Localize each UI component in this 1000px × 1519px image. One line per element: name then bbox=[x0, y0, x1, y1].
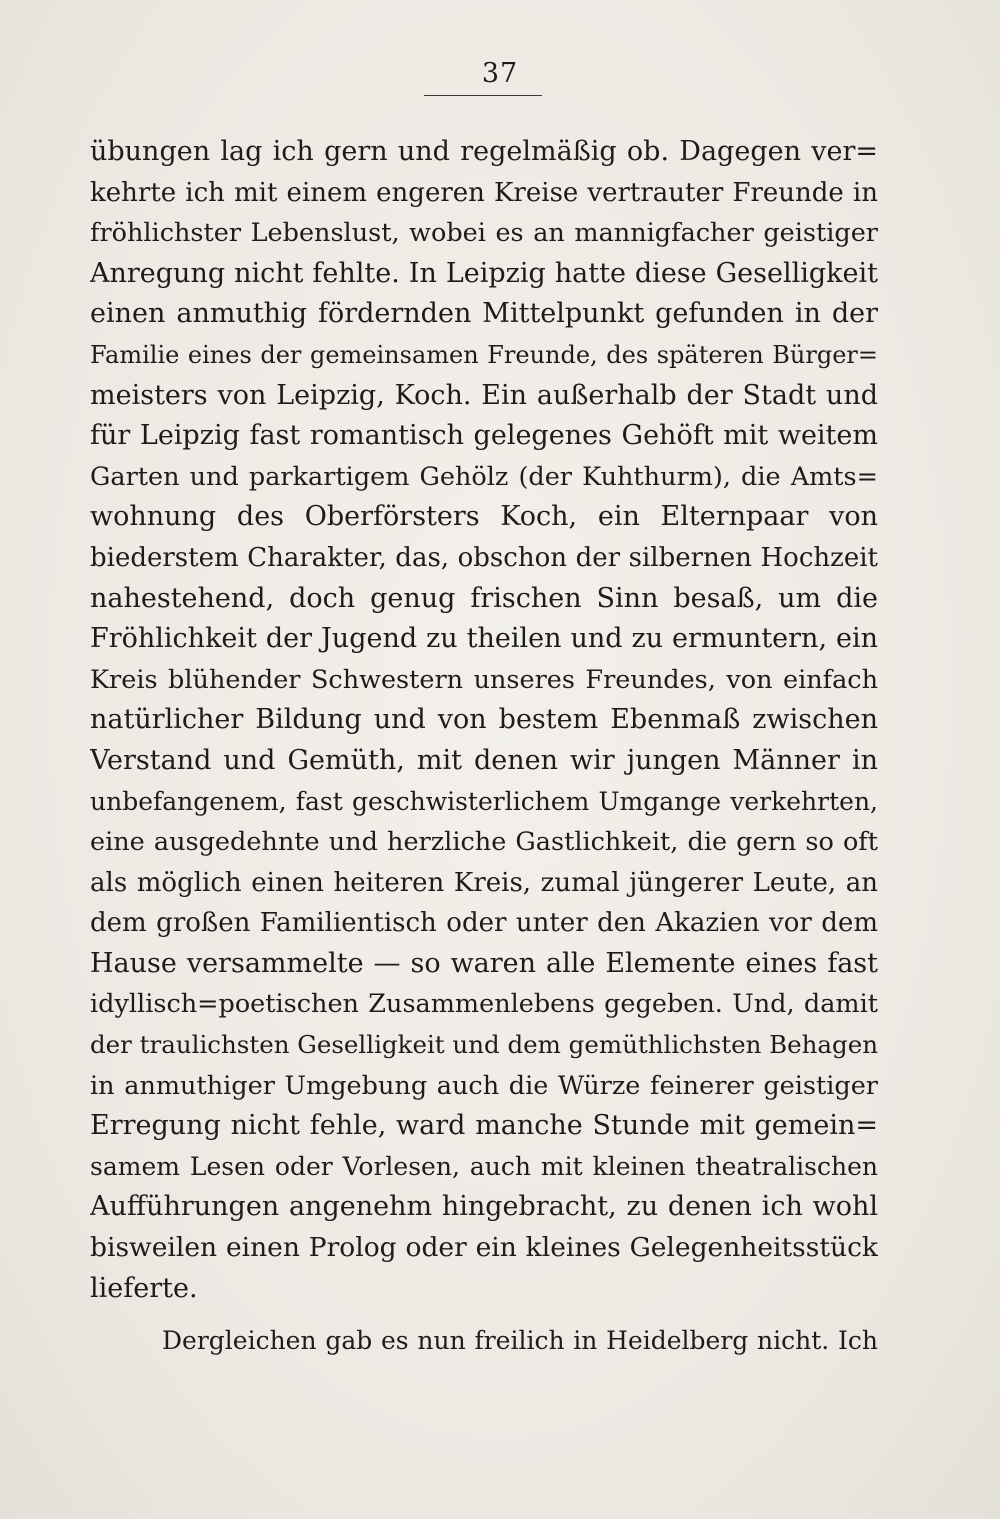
text-line: Fröhlichkeit der Jugend zu theilen und zu ermuntern, ein bbox=[90, 623, 878, 655]
text-line: unbefangenem, fast geschwisterlichem Umgange verkehrten, bbox=[90, 786, 878, 816]
text-line: als möglich einen heiteren Kreis, zumal jüngerer Leute, an bbox=[90, 867, 878, 898]
body-text bbox=[90, 132, 878, 1362]
text-line: für Leipzig fast romantisch gelegenes Gehöft mit weitem bbox=[90, 420, 878, 452]
text-line: meisters von Leipzig, Koch. Ein außerhalb der Stadt und bbox=[90, 379, 878, 411]
text-line: Familie eines der gemeinsamen Freunde, des späteren Bürger= bbox=[90, 340, 878, 369]
text-line: einen anmuthig fördernden Mittelpunkt gefunden in der bbox=[90, 298, 878, 330]
page-number: 37 bbox=[481, 58, 519, 89]
text-line: natürlicher Bildung und von bestem Ebenmaß zwischen bbox=[90, 704, 878, 736]
text-line: Erregung nicht fehle, ward manche Stunde mit gemein= bbox=[90, 1110, 878, 1142]
text-line: Garten und parkartigem Gehölz (der Kuhthurm), die Amts= bbox=[90, 461, 878, 492]
text-line: Hause versammelte — so waren alle Elemente eines fast bbox=[90, 947, 878, 979]
text-line: kehrte ich mit einem engeren Kreise vertrauter Freunde in bbox=[90, 177, 878, 208]
paragraph bbox=[90, 1321, 878, 1362]
text-line: Verstand und Gemüth, mit denen wir jungen Männer in bbox=[90, 744, 878, 776]
paragraph bbox=[90, 132, 878, 1309]
text-line: lieferte. bbox=[90, 1272, 198, 1304]
paragraph-gap bbox=[90, 1309, 878, 1321]
text-line: samem Lesen oder Vorlesen, auch mit kleinen theatralischen bbox=[90, 1151, 878, 1181]
text-line: Dergleichen gab es nun freilich in Heidelberg nicht. Ich bbox=[162, 1326, 878, 1356]
text-line: eine ausgedehnte und herzliche Gastlichkeit, die gern so oft bbox=[90, 827, 878, 858]
text-line: biederstem Charakter, das, obschon der silbernen Hochzeit bbox=[90, 542, 878, 573]
text-line: der traulichsten Geselligkeit und dem gemüthlichsten Behagen bbox=[90, 1030, 878, 1060]
text-line: Kreis blühender Schwestern unseres Freundes, von einfach bbox=[90, 664, 878, 695]
text-line: übungen lag ich gern und regelmäßig ob. Dagegen ver= bbox=[90, 136, 878, 167]
header-rule bbox=[424, 95, 542, 96]
text-line: nahestehend, doch genug frischen Sinn besaß, um die bbox=[90, 582, 878, 614]
text-line: idyllisch=poetischen Zusammenlebens gegeben. Und, damit bbox=[90, 989, 878, 1020]
text-line: wohnung des Oberförsters Koch, ein Elternpaar von bbox=[90, 501, 878, 533]
text-line: in anmuthiger Umgebung auch die Würze feinerer geistiger bbox=[90, 1070, 878, 1101]
text-line: bisweilen einen Prolog oder ein kleines Gelegenheitsstück bbox=[90, 1232, 878, 1264]
text-line: Anregung nicht fehlte. In Leipzig hatte diese Geselligkeit bbox=[90, 257, 878, 289]
text-line: Aufführungen angenehm hingebracht, zu denen ich wohl bbox=[90, 1191, 878, 1223]
text-line: fröhlichster Lebenslust, wobei es an mannigfacher geistiger bbox=[90, 218, 878, 249]
text-line: dem großen Familientisch oder unter den Akazien vor dem bbox=[90, 908, 878, 939]
